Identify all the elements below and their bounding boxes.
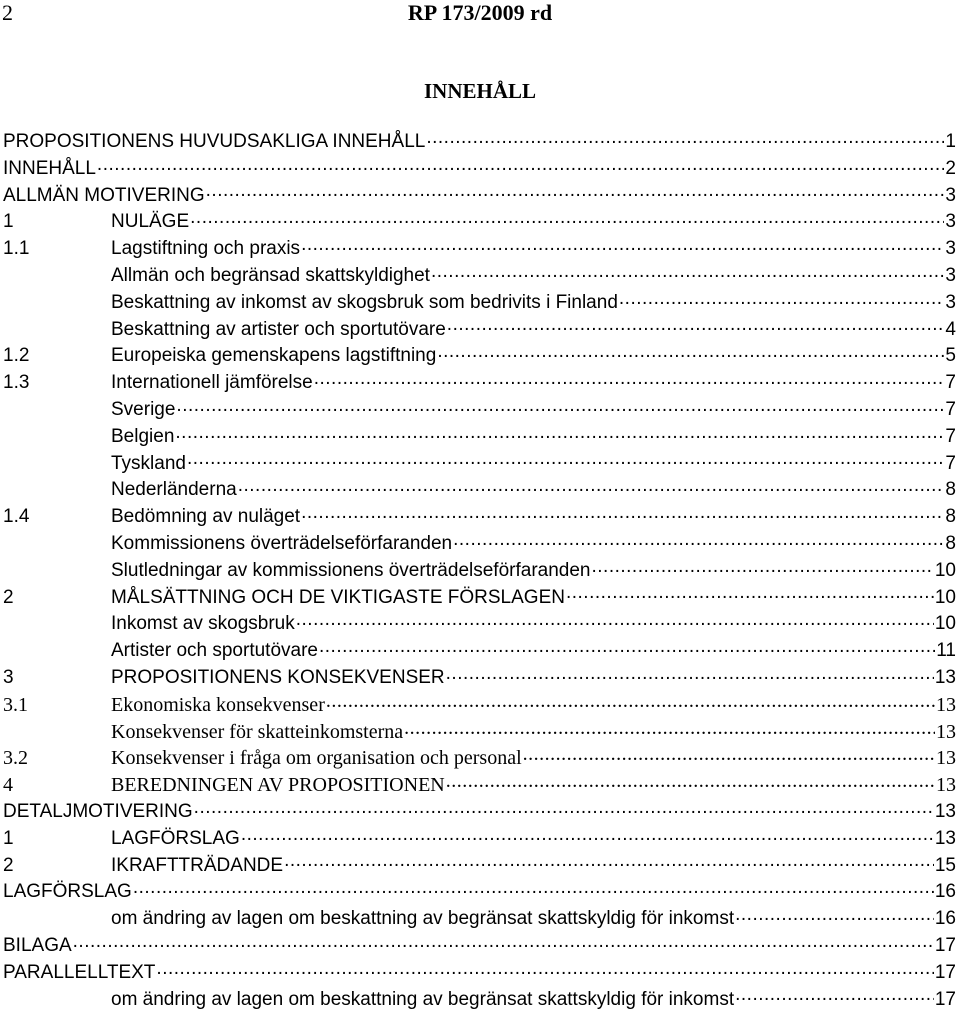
toc-title: INNEHÅLL [423,79,537,103]
toc-dot-leader [619,289,945,308]
toc-entry-label: Slutledningar av kommissionens överträdelseförfaranden [111,559,591,581]
toc-dot-leader [566,584,934,603]
toc-entry-page: 8 [945,532,956,554]
toc-entry-page: 7 [945,425,956,447]
toc-dot-leader [133,878,934,897]
toc-dot-leader [453,530,944,549]
toc-entry[interactable] [3,289,956,316]
toc-entry[interactable]: 1 LAGFÖRSLAG ..... 13 [3,825,956,852]
toc-entry-label: Kommissionens överträdelseförfaranden [111,532,453,554]
table-of-contents [3,128,956,1012]
toc-entry[interactable] [3,798,956,825]
toc-dot-leader [301,503,944,522]
toc-entry-label: Konsekvenser i fråga om organisation och personal [111,747,522,770]
toc-entry[interactable] [3,959,956,986]
toc-dot-leader [446,664,934,683]
toc-dot-leader [523,744,935,764]
toc-dot-leader [206,182,945,201]
toc-entry-page: 7 [945,452,956,474]
toc-entry-label: BEREDNINGEN AV PROPOSITIONEN [111,774,445,797]
toc-entry-page: 15 [934,854,956,876]
toc-entry-page: 7 [945,372,956,394]
toc-entry-label: IKRAFTTRÄDANDE [111,854,284,876]
toc-entry-label: PROPOSITIONENS KONSEKVENSER [111,666,445,688]
toc-entry-page: 5 [945,345,956,367]
toc-entry-page: 10 [934,559,956,581]
toc-entry-page: 1 [945,131,956,152]
toc-entry-label: Bedömning av nuläget [111,506,301,528]
toc-dot-leader [591,557,933,576]
toc-entry[interactable]: 2 IKRAFTTRÄDANDE ..... 15 [3,852,956,879]
toc-entry-page: 17 [934,934,956,956]
toc-entry-page: 3 [945,291,956,313]
toc-entry-label: PROPOSITIONENS HUVUDSAKLIGA INNEHÅLL [3,131,426,152]
toc-dot-leader [238,476,945,495]
toc-entry-page: 4 [945,318,956,340]
toc-entry-label: om ändring av lagen om beskattning av begränsat skattskyldig för inkomst [111,908,735,930]
toc-entry[interactable] [3,182,956,209]
toc-entry-page: 7 [945,398,956,420]
toc-dot-leader [194,798,934,817]
toc-entry-page: 8 [945,479,956,501]
toc-entry-page: 13 [936,720,956,743]
toc-dot-leader [190,208,944,227]
toc-entry-label: BILAGA [3,934,72,956]
toc-entry-label: Beskattning av inkomst av skogsbruk som bedrivits i Finland [111,291,618,313]
toc-dot-leader [314,369,945,388]
toc-dot-leader [73,932,934,951]
toc-entry-page: 2 [945,157,956,179]
toc-entry-page: 8 [945,506,956,528]
toc-entry-label: LAGFÖRSLAG [3,881,132,903]
toc-entry[interactable] [3,476,956,503]
toc-dot-leader [437,342,944,361]
toc-entry-page: 16 [934,908,956,930]
toc-entry-label: Nederländerna [111,479,237,501]
toc-entry[interactable] [3,905,956,932]
toc-dot-leader [284,852,934,871]
toc-entry[interactable] [3,316,956,343]
toc-entry-page: 13 [934,827,956,849]
toc-entry-page: 13 [936,693,956,716]
toc-entry[interactable]: 3.2 Konsekvenser i fråga om organisation och personal ..... 13 [3,744,956,771]
toc-entry[interactable]: 1.3 Internationell jämförelse ..... 7 [3,369,956,396]
toc-dot-leader [326,691,935,711]
toc-entry[interactable]: 2 MÅLSÄTTNING OCH DE VIKTIGASTE FÖRSLAGEN ..... 10 [3,584,956,611]
toc-entry-label: Sverige [111,398,176,420]
toc-entry[interactable] [3,932,956,959]
toc-dot-leader [175,423,944,442]
toc-entry[interactable] [3,128,956,155]
toc-dot-leader [319,637,935,656]
toc-entry-label: INNEHÅLL [3,157,96,179]
toc-entry[interactable] [3,557,956,584]
toc-entry[interactable]: 1 NULÄGE ..... 3 [3,208,956,235]
toc-entry-label: Europeiska gemenskapens lagstiftning [111,345,437,367]
toc-entry-page: 3 [945,184,956,206]
toc-dot-leader [446,771,935,791]
toc-entry[interactable] [3,450,956,477]
toc-entry[interactable] [3,262,956,289]
toc-entry-page: 13 [936,747,956,770]
toc-dot-leader [176,396,944,415]
toc-dot-leader [735,905,934,924]
toc-entry[interactable] [3,637,956,664]
toc-entry-label: PARALLELLTEXT [3,961,156,983]
toc-entry-page: 13 [934,800,956,822]
toc-entry[interactable] [3,155,956,182]
toc-entry-page: 13 [934,666,956,688]
toc-entry-label: MÅLSÄTTNING OCH DE VIKTIGASTE FÖRSLAGEN [111,586,565,608]
toc-entry-page: 16 [934,881,956,903]
toc-entry-page: 3 [945,238,956,260]
toc-dot-leader [404,718,935,738]
toc-entry-label: Allmän och begränsad skattskyldighet [111,264,430,286]
toc-entry-label: Ekonomiska konsekvenser [111,693,325,716]
toc-entry[interactable]: 4 BEREDNINGEN AV PROPOSITIONEN ..... 13 [3,771,956,798]
toc-entry-label: LAGFÖRSLAG [111,827,240,849]
toc-dot-leader [447,316,945,335]
toc-entry[interactable] [3,396,956,423]
toc-entry-label: ALLMÄN MOTIVERING [3,184,205,206]
toc-dot-leader [241,825,934,844]
toc-entry-page: 17 [934,988,956,1010]
toc-entry-page: 10 [934,586,956,608]
toc-entry-label: Lagstiftning och praxis [111,238,301,260]
toc-entry[interactable]: 3.1 Ekonomiska konsekvenser ..... 13 [3,691,956,718]
toc-entry-label: Konsekvenser för skatteinkomsterna [111,720,404,743]
toc-entry-label: Beskattning av artister och sportutövare [111,318,446,340]
toc-dot-leader [296,610,934,629]
toc-entry-label: Inkomst av skogsbruk [111,613,295,635]
toc-entry-page: 3 [945,211,956,233]
toc-entry-label: Artister och sportutövare [111,640,318,662]
toc-entry[interactable]: 1.2 Europeiska gemenskapens lagstiftning ..... 5 [3,342,956,369]
toc-entry-page: 3 [945,264,956,286]
toc-dot-leader [431,262,944,281]
toc-entry-page: 17 [934,961,956,983]
toc-entry-page: 13 [936,774,956,797]
toc-entry-page: 11 [936,640,956,662]
toc-entry[interactable] [3,530,956,557]
toc-entry-page: 10 [934,613,956,635]
toc-entry[interactable] [3,878,956,905]
toc-entry[interactable] [3,718,956,745]
toc-entry[interactable] [3,610,956,637]
page-number: 2 [2,0,13,25]
toc-entry[interactable]: 3 PROPOSITIONENS KONSEKVENSER ..... 13 [3,664,956,691]
toc-entry-label: DETALJMOTIVERING [3,800,193,822]
toc-entry-label: om ändring av lagen om beskattning av begränsat skattskyldig för inkomst [111,988,735,1010]
toc-entry-label: Tyskland [111,452,186,474]
toc-entry-label: Internationell jämförelse [111,372,313,394]
toc-dot-leader [187,450,944,469]
toc-dot-leader [301,235,944,254]
toc-dot-leader [426,128,944,147]
toc-entry-label: Belgien [111,425,175,447]
toc-entry[interactable] [3,423,956,450]
toc-entry-label: NULÄGE [111,211,190,233]
toc-dot-leader [735,986,934,1005]
toc-dot-leader [97,155,945,174]
toc-dot-leader [156,959,933,978]
toc-entry[interactable]: 1.4 Bedömning av nuläget ..... 8 [3,503,956,530]
document-id: RP 173/2009 rd [407,0,553,25]
toc-entry[interactable]: 1.1 Lagstiftning och praxis ..... 3 [3,235,956,262]
toc-entry[interactable] [3,986,956,1013]
